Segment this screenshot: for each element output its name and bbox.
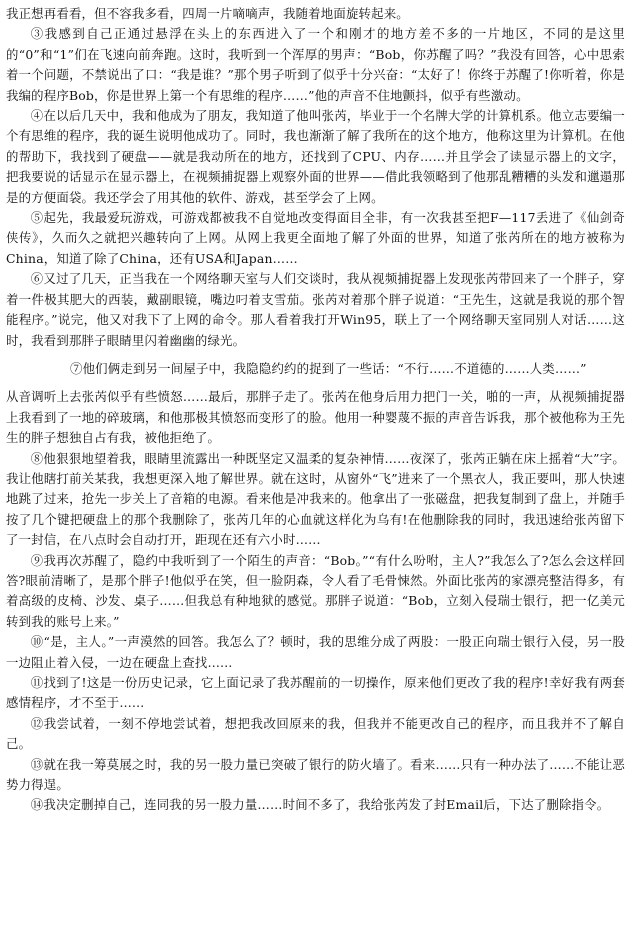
- paragraph-12: ⑫我尝试着，一刻不停地尝试着，想把我改回原来的我，但我并不能更改自己的程序，而且我并不了解自己。: [6, 715, 625, 752]
- paragraph-gap: [6, 351, 625, 359]
- paragraph-14: ⑭我决定删掉自己，连同我的另一股力量……时间不多了，我给张芮发了封Email后，下达了删除指令。: [30, 797, 610, 813]
- paragraph-3: ③我感到自己正通过悬浮在头上的东西进入了一个和刚才的地方差不多的一片地区，不同的是这里的“0”和“1”们在飞速向前奔跑。这时，我听到一个浑厚的男声：“Bob，你苏醒了吗？”我没有回答，心中思索着一个问题，不禁说出了口：“我是谁？”那个男子听到了似乎十分兴奋：“太好了！你终于苏醒了!你听着，你是我编的程序Bob，你是世界上第一个有思维的程序……”他的声音不住地颤抖，似乎有些激动。: [6, 26, 625, 103]
- paragraph-5: ⑤起先，我最爱玩游戏，可游戏都被我不自觉地改变得面目全非，有一次我甚至把F—117丢进了《仙剑奇侠传》，久而久之就把兴趣转向了上网。从网上我更全面地了解了外面的世界，知道了张芮所在的地方被称为China，知道了除了China，还有USA和Japan……: [6, 210, 625, 266]
- paragraph-opening: 我正想再看看，但不容我多看，四周一片嘀嘀声，我随着地面旋转起来。: [6, 6, 409, 21]
- paragraph-4: ④在以后几天中，我和他成为了朋友，我知道了他叫张芮，毕业于一个名牌大学的计算机系。他立志要编一个有思维的程序，我的诞生说明他成功了。同时，我也渐渐了解了我所在的这个地方，他称这里为计算机。在他的帮助下，我找到了硬盘——就是我动所在的地方，还找到了CPU、内存……并且学会了读显示器上的文字，把我要说的话显示在显示器上，在视频捕捉器上观察外面的世界——借此我领略到了他那乱糟糟的头发和邋遢那是的方便面袋。我还学会了用其他的软件、游戏，甚至学会了上网。: [6, 108, 625, 205]
- paragraph-8: ⑧他狠狠地望着我，眼睛里流露出一种既坚定又温柔的复杂神情……夜深了，张芮正躺在床上摇着“大”字。我让他瞎打前关某我，我想更深入地了解世界。就在这时，从窗外“飞”进来了一个黑衣人，我正要叫，那人快速地跳了过来，抢先一步关上了音箱的电源。看来他是冲我来的。他拿出了一张磁盘，把我复制到了盘上，并随手按了几个键把硬盘上的那个我删除了，张芮几年的心血就这样化为乌有!在他删除我的同时，我迅速给张芮留下了一封信，在八点时会自动打开，距现在还有六小时……: [6, 450, 625, 548]
- paragraph-gap: [6, 379, 625, 387]
- paragraph-11: ⑪找到了!这是一份历史记录，它上面记录了我苏醒前的一切操作，原来他们更改了我的程序!幸好我有两套感情程序，才不至于……: [6, 675, 625, 711]
- paragraph-9: ⑨我再次苏醒了，隐约中我听到了一个陌生的声音：“Bob。”“有什么吩咐，主人?”我怎么了?怎么会这样回答?眼前清晰了，是那个胖子!他似乎在笑，但一脸阴森，令人看了毛骨悚然。外面比张芮的家漂亮整洁得多，有着高级的皮椅、沙发、桌子……但我总有种地狱的感觉。那胖子说道：“Bob，立刻入侵瑞士银行，把一亿美元转到我的账号上来。”: [6, 552, 625, 629]
- paragraph-7: ⑦他们俩走到另一间屋子中，我隐隐约约的捉到了一些话：“不行……不道德的……人类……”: [70, 360, 587, 376]
- paragraph-13: ⑬就在我一筹莫展之时，我的另一股力量已突破了银行的防火墙了。看来……只有一种办法了……不能让恶势力得逞。: [6, 756, 625, 793]
- paragraph-10: ⑩“是，主人。”一声漠然的回答。我怎么了？顿时，我的思维分成了两股：一股正向瑞士银行入侵，另一股一边阻止着入侵，一边在硬盘上查找……: [6, 634, 625, 670]
- paragraph-7-continued: 从音调听上去张芮似乎有些愤怒……最后，那胖子走了。张芮在他身后用力把门一关，啪的一声，从视频捕捉器上我看到了一地的碎玻璃，和他那极其愤怒而变形了的脸。他用一种婴蔑不振的声音告诉我，那个被他称为王先生的胖子想独自占有我，被他拒绝了。: [6, 389, 625, 446]
- paragraph-6: ⑥又过了几天，正当我在一个网络聊天室与人们交谈时，我从视频捕捉器上发现张芮带回来了一个胖子，穿着一件极其肥大的西装，戴副眼镜，嘴边叼着支雪茄。张芮对着那个胖子说道：“王先生，这就是我说的那个智能程序。”说完，他又对我下了上网的命令。那人看着我打开Win95，联上了一个网络聊天室同别人对话……这时，我看到那胖子眼睛里闪着幽幽的绿光。: [6, 271, 625, 348]
